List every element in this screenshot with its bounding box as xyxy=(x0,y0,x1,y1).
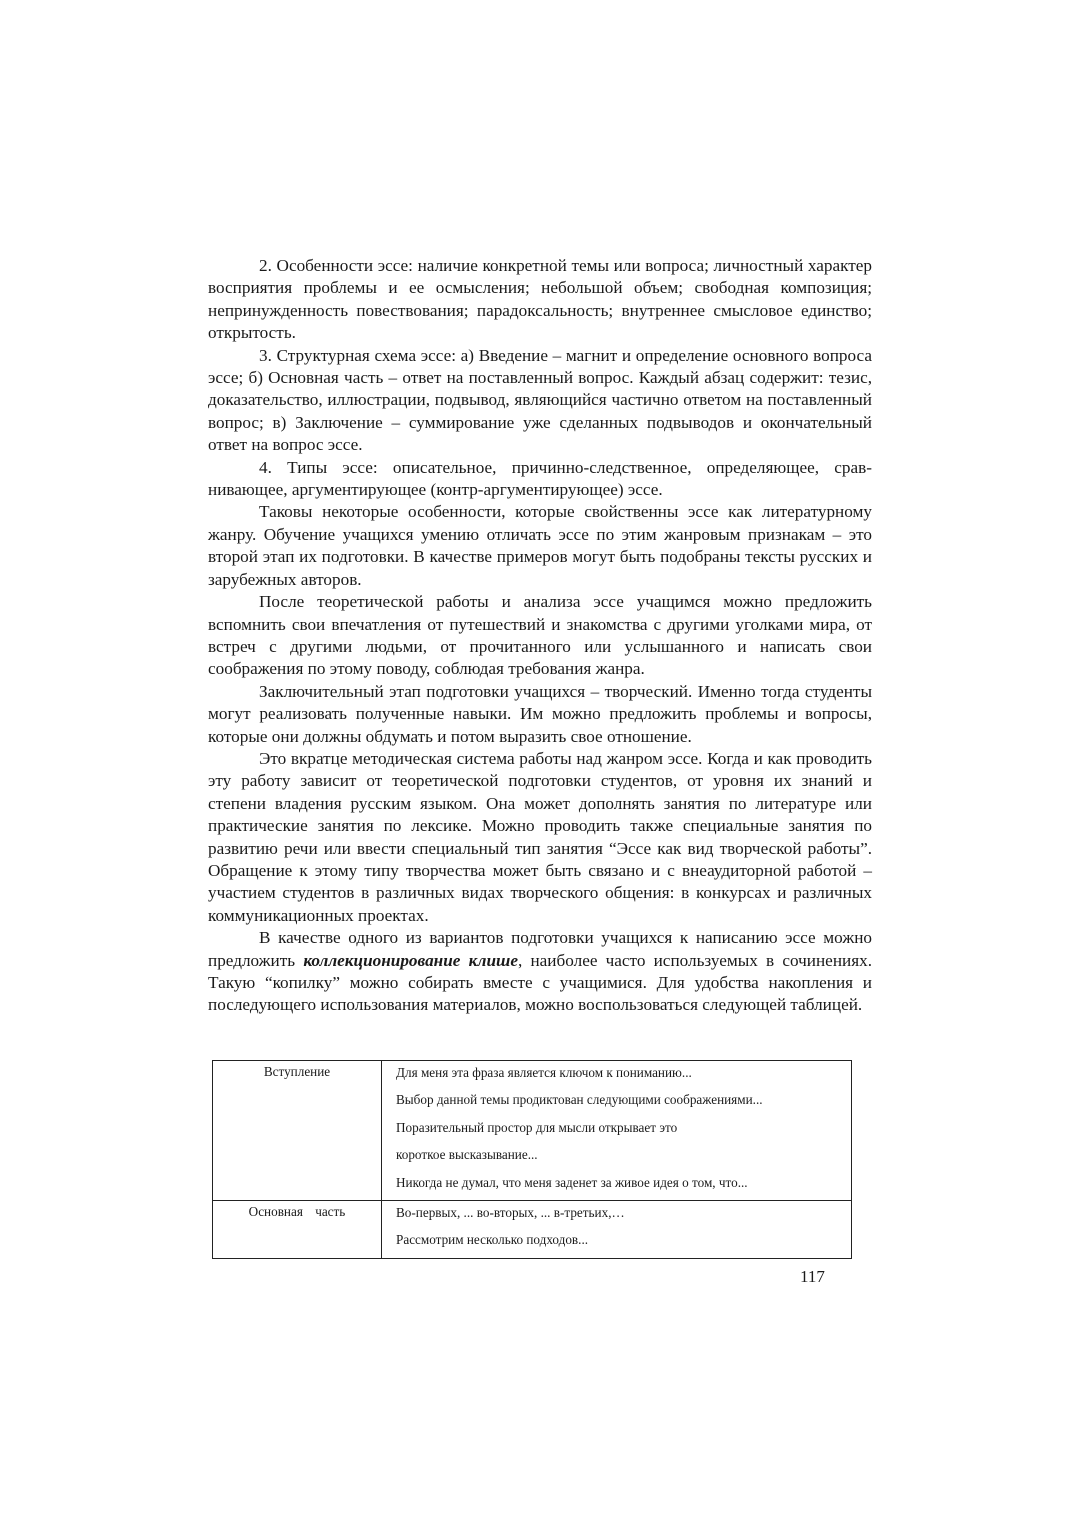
cliche-text-after: , наиболее часто используемых в сочинениях. Такую “копилку” можно собирать вместе с учащимися. Для удобства накопления и последующего использования материалов, можно воспользоваться следующей таблицей. xyxy=(208,950,873,1015)
paragraph-cliche-collection xyxy=(208,927,872,1017)
table-row xyxy=(213,1061,852,1201)
table-row-phrases-introduction xyxy=(382,1061,852,1201)
table-phrase: Выбор данной темы продиктован следующими соображениями... xyxy=(396,1092,763,1107)
paragraph-essay-types: 4. Типы эссе: описательное, причинно-следственное, определяющее, сравнивающее, аргументирующее (контр-аргументирующее) эссе. xyxy=(208,457,872,500)
cliche-table xyxy=(212,1060,852,1259)
table-phrase: короткое высказывание... xyxy=(396,1147,538,1162)
table-row xyxy=(213,1201,852,1259)
table-phrase: Для меня эта фраза является ключом к пониманию... xyxy=(396,1065,692,1080)
paragraph-method-system: Это вкратце методическая система работы над жанром эссе. Когда и как проводить эту работу зависит от теоретической подготовки студентов, от уровня их знаний и степени владения русским языком. Она может дополнять занятия по литературе или практические занятия по лексике. Можно проводить также специальные занятия по развитию речи или ввести специальный тип занятия “Эссе как вид творческой работы”. Обращение к этому типу творчества может быть связано и с внеаудиторной работой – участием студентов в различных видах творческого общения: в конкурсах и различных коммуникационных проектах. xyxy=(208,748,872,925)
table-phrase: Поразительный простор для мысли открывает это xyxy=(396,1119,678,1135)
table-phrase: Рассмотрим несколько подходов... xyxy=(396,1232,589,1247)
table-phrase: Во-первых, ... во-вторых, ... в-третьих,… xyxy=(396,1205,625,1220)
table-row-label-introduction: Вступление xyxy=(213,1061,382,1201)
cliche-emphasis: коллекционирование клише xyxy=(303,950,518,970)
paragraph-final-stage: Заключительный этап подготовки учащихся – творческий. Именно тогда студенты могут реализовать полученные навыки. Им можно предложить проблемы и вопросы, которые они должны обдумать и потом выразить свое отношение. xyxy=(208,681,872,746)
table-row-label-main-part: Основная часть xyxy=(213,1201,382,1259)
page-body xyxy=(208,255,872,1017)
paragraph-essay-structure: 3. Структурная схема эссе: а) Введение – магнит и определение основного вопроса эссе; б) Основная часть – ответ на поставленный вопрос. Каждый абзац содержит: тезис, доказательство, иллюстрации, подвывод, являющийся частично ответом на поставленный вопрос; в) Заключение – суммирование уже сделанных подвыводов и окончательный ответ на вопрос эссе. xyxy=(208,345,872,455)
paragraph-essay-features: 2. Особенности эссе: наличие конкретной темы или вопроса; личностный характер восприятия проблемы и ее осмысления; небольшой объем; свободная композиция; непринужденность повествования; парадоксальность; внутреннее смысловое единство; открытость. xyxy=(208,256,872,343)
cliche-text-before: В качестве одного из вариантов подготовки учащихся к написанию эссе можно предложить xyxy=(208,928,872,970)
paragraph-after-theory: После теоретической работы и анализа эссе учащимся можно предложить вспомнить свои впечатления от путешествий и знакомства с другими уголками мира, от встреч с другими людьми, от прочитанного или услышанного и написать свои соображения по этому поводу, соблюдая требования жанра. xyxy=(208,592,872,679)
table-row-phrases-main-part xyxy=(382,1201,852,1259)
page-number: 117 xyxy=(800,1267,825,1286)
table-phrase: Никогда не думал, что меня заденет за живое идея о том, что... xyxy=(396,1174,748,1190)
paragraph-genre-features: Таковы некоторые особенности, которые свойственны эссе как литературному жанру. Обучение учащихся умению отличать эссе по этим жанровым признакам – это второй этап их подготовки. В качестве примеров могут быть подобраны тексты русских и зарубежных авторов. xyxy=(208,502,872,589)
